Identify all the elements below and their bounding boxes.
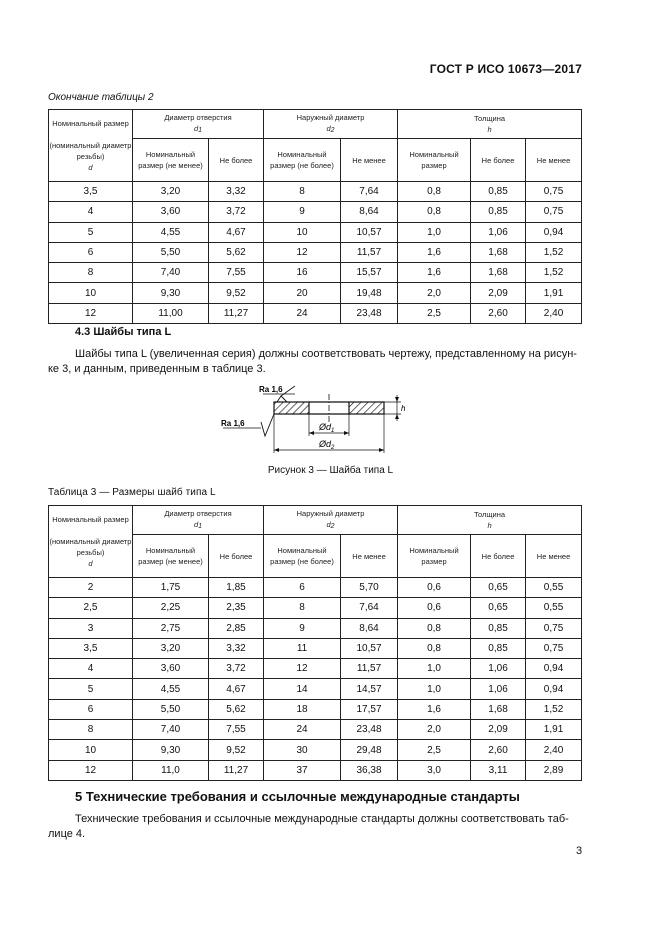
table-row bbox=[49, 679, 582, 699]
table-cell: 8 bbox=[49, 263, 133, 283]
table-cell: 23,48 bbox=[341, 720, 398, 740]
table3-body bbox=[49, 578, 582, 781]
table-cell: 3,5 bbox=[49, 182, 133, 202]
table-cell: 0,75 bbox=[526, 638, 582, 658]
table-cell: 1,06 bbox=[471, 222, 526, 242]
table-cell: 4,67 bbox=[209, 679, 264, 699]
table-cell: 11,27 bbox=[209, 303, 264, 323]
table-cell: 7,40 bbox=[133, 720, 209, 740]
table-cell: 0,94 bbox=[526, 679, 582, 699]
table-cell: 1,6 bbox=[398, 242, 471, 262]
table-cell: 3,32 bbox=[209, 182, 264, 202]
header-nominal-size: Номинальный размер (номинальный диаметр резьбы) d bbox=[49, 110, 133, 182]
table-cell: 2,25 bbox=[133, 598, 209, 618]
table3-caption: Таблица 3 — Размеры шайб типа L bbox=[48, 487, 216, 498]
header-hole-diameter: Диаметр отверстия d1 bbox=[133, 506, 264, 535]
table-row bbox=[49, 182, 582, 202]
table-cell: 17,57 bbox=[341, 699, 398, 719]
header-nominal-max: Номинальный размер (не более) bbox=[264, 139, 341, 182]
table-cell: 3,72 bbox=[209, 659, 264, 679]
section-5-title: 5 Технические требования и ссылочные международные стандарты bbox=[75, 789, 520, 804]
header-nominal: Номинальный размер bbox=[398, 535, 471, 578]
dimension-h-label: h bbox=[401, 404, 406, 413]
table-cell: 3 bbox=[49, 618, 133, 638]
table-cell: 4,55 bbox=[133, 679, 209, 699]
table-cell: 2,0 bbox=[398, 720, 471, 740]
table-cell: 3,60 bbox=[133, 659, 209, 679]
table-cell: 5,50 bbox=[133, 699, 209, 719]
table-cell: 7,55 bbox=[209, 263, 264, 283]
table-cell: 1,52 bbox=[526, 699, 582, 719]
table-cell: 7,40 bbox=[133, 263, 209, 283]
table-row bbox=[49, 659, 582, 679]
roughness-left-label: Ra 1,6 bbox=[221, 419, 245, 428]
table-cell: 11,57 bbox=[341, 659, 398, 679]
dimension-d1-label: $Ød_1$ bbox=[319, 422, 335, 434]
section-4-3-text-line-1: Шайбы типа L (увеличенная серия) должны соответствовать чертежу, представленному на рисун- bbox=[75, 348, 577, 360]
table-cell: 1,0 bbox=[398, 659, 471, 679]
table-cell: 10,57 bbox=[341, 222, 398, 242]
washer-section-left bbox=[274, 402, 309, 414]
table-cell: 12 bbox=[49, 760, 133, 780]
table-row bbox=[49, 263, 582, 283]
table-cell: 2,60 bbox=[471, 740, 526, 760]
table-cell: 37 bbox=[264, 760, 341, 780]
table-cell: 9,30 bbox=[133, 740, 209, 760]
table-cell: 2,0 bbox=[398, 283, 471, 303]
table-cell: 4,55 bbox=[133, 222, 209, 242]
table-cell: 11,27 bbox=[209, 760, 264, 780]
header-thickness: Толщина h bbox=[398, 506, 582, 535]
section-5-text-line-2: лице 4. bbox=[48, 828, 86, 840]
page-number: 3 bbox=[576, 845, 583, 857]
header-not-less: Не менее bbox=[341, 535, 398, 578]
table-cell: 0,75 bbox=[526, 618, 582, 638]
table-cell: 5 bbox=[49, 222, 133, 242]
table-cell: 6 bbox=[264, 578, 341, 598]
table-row bbox=[49, 303, 582, 323]
header-not-less: Не менее bbox=[526, 139, 582, 182]
table-cell: 3,0 bbox=[398, 760, 471, 780]
table-cell: 9,30 bbox=[133, 283, 209, 303]
header-hole-diameter: Диаметр отверстия d1 bbox=[133, 110, 264, 139]
table-cell: 6 bbox=[49, 699, 133, 719]
table-cell: 2,60 bbox=[471, 303, 526, 323]
table-row bbox=[49, 699, 582, 719]
table-cell: 0,65 bbox=[471, 598, 526, 618]
table-row bbox=[49, 618, 582, 638]
header-not-less: Не менее bbox=[341, 139, 398, 182]
table-cell: 4 bbox=[49, 659, 133, 679]
table-cell: 0,75 bbox=[526, 202, 582, 222]
table-cell: 30 bbox=[264, 740, 341, 760]
table-cell: 0,8 bbox=[398, 638, 471, 658]
table-cell: 12 bbox=[264, 242, 341, 262]
table-cell: 1,52 bbox=[526, 242, 582, 262]
table-row bbox=[49, 283, 582, 303]
table2-body bbox=[49, 182, 582, 324]
header-not-more: Не более bbox=[471, 139, 526, 182]
table-cell: 11,57 bbox=[341, 242, 398, 262]
table-cell: 1,75 bbox=[133, 578, 209, 598]
table-cell: 1,06 bbox=[471, 659, 526, 679]
table-cell: 1,6 bbox=[398, 699, 471, 719]
table-cell: 5,50 bbox=[133, 242, 209, 262]
table-cell: 1,0 bbox=[398, 679, 471, 699]
table-cell: 5 bbox=[49, 679, 133, 699]
table-cell: 5,70 bbox=[341, 578, 398, 598]
table-cell: 2,40 bbox=[526, 303, 582, 323]
table2-caption: Окончание таблицы 2 bbox=[48, 92, 154, 103]
table-row bbox=[49, 598, 582, 618]
table-cell: 1,68 bbox=[471, 263, 526, 283]
table-cell: 36,38 bbox=[341, 760, 398, 780]
table-cell: 1,91 bbox=[526, 283, 582, 303]
table-row bbox=[49, 720, 582, 740]
roughness-top-label: Ra 1,6 bbox=[259, 385, 283, 394]
table-cell: 7,55 bbox=[209, 720, 264, 740]
table-row bbox=[49, 638, 582, 658]
table-row bbox=[49, 760, 582, 780]
table-cell: 3,20 bbox=[133, 638, 209, 658]
header-not-more: Не более bbox=[209, 535, 264, 578]
table-3 bbox=[48, 505, 582, 781]
table-cell: 8,64 bbox=[341, 202, 398, 222]
table-cell: 3,11 bbox=[471, 760, 526, 780]
table-cell: 12 bbox=[49, 303, 133, 323]
table-cell: 7,64 bbox=[341, 598, 398, 618]
dimension-d2-label: $Ød_2$ bbox=[319, 439, 335, 451]
table-cell: 3,60 bbox=[133, 202, 209, 222]
section-5-text-line-1: Технические требования и ссылочные международные стандарты должны соответствовать таб- bbox=[75, 813, 569, 825]
table-cell: 7,64 bbox=[341, 182, 398, 202]
table-cell: 2,75 bbox=[133, 618, 209, 638]
table-row bbox=[49, 202, 582, 222]
table-cell: 3,72 bbox=[209, 202, 264, 222]
table-cell: 8 bbox=[49, 720, 133, 740]
table-cell: 0,85 bbox=[471, 638, 526, 658]
table-cell: 5,62 bbox=[209, 699, 264, 719]
table-cell: 2,35 bbox=[209, 598, 264, 618]
table-cell: 8,64 bbox=[341, 618, 398, 638]
header-nominal-max: Номинальный размер (не более) bbox=[264, 535, 341, 578]
table-cell: 2 bbox=[49, 578, 133, 598]
table-cell: 0,8 bbox=[398, 618, 471, 638]
table-cell: 0,94 bbox=[526, 222, 582, 242]
table-2 bbox=[48, 109, 582, 324]
table-cell: 0,8 bbox=[398, 202, 471, 222]
table-cell: 9 bbox=[264, 618, 341, 638]
header-not-less: Не менее bbox=[526, 535, 582, 578]
table-cell: 9 bbox=[264, 202, 341, 222]
table-cell: 14,57 bbox=[341, 679, 398, 699]
table-cell: 18 bbox=[264, 699, 341, 719]
table-cell: 2,89 bbox=[526, 760, 582, 780]
figure3-caption: Рисунок 3 — Шайба типа L bbox=[267, 465, 394, 476]
table-row bbox=[49, 578, 582, 598]
table-cell: 11 bbox=[264, 638, 341, 658]
table-cell: 4,67 bbox=[209, 222, 264, 242]
table-cell: 9,52 bbox=[209, 283, 264, 303]
table-cell: 11,0 bbox=[133, 760, 209, 780]
table-cell: 20 bbox=[264, 283, 341, 303]
document-header: ГОСТ Р ИСО 10673—2017 bbox=[429, 62, 582, 76]
table-cell: 1,91 bbox=[526, 720, 582, 740]
table-cell: 16 bbox=[264, 263, 341, 283]
table-cell: 5,62 bbox=[209, 242, 264, 262]
table-cell: 1,68 bbox=[471, 242, 526, 262]
table-cell: 0,55 bbox=[526, 598, 582, 618]
header-nominal-size: Номинальный размер (номинальный диаметр резьбы) d bbox=[49, 506, 133, 578]
washer-drawing bbox=[215, 378, 420, 460]
header-nominal-min: Номинальный размер (не менее) bbox=[133, 535, 209, 578]
header-outer-diameter: Наружный диаметр d2 bbox=[264, 506, 398, 535]
header-outer-diameter: Наружный диаметр d2 bbox=[264, 110, 398, 139]
table-row bbox=[49, 222, 582, 242]
section-4-3-text-line-2: ке 3, и данным, приведенным в таблице 3. bbox=[48, 363, 266, 375]
table-cell: 2,5 bbox=[49, 598, 133, 618]
washer-section-right bbox=[349, 402, 384, 414]
table-cell: 9,52 bbox=[209, 740, 264, 760]
table-cell: 1,68 bbox=[471, 699, 526, 719]
table-cell: 23,48 bbox=[341, 303, 398, 323]
table-cell: 10,57 bbox=[341, 638, 398, 658]
header-not-more: Не более bbox=[209, 139, 264, 182]
table-cell: 14 bbox=[264, 679, 341, 699]
table-cell: 6 bbox=[49, 242, 133, 262]
table-cell: 0,8 bbox=[398, 182, 471, 202]
header-nominal: Номинальный размер bbox=[398, 139, 471, 182]
table-row bbox=[49, 242, 582, 262]
table-cell: 0,85 bbox=[471, 618, 526, 638]
header-nominal-min: Номинальный размер (не менее) bbox=[133, 139, 209, 182]
table-cell: 8 bbox=[264, 598, 341, 618]
table-cell: 0,85 bbox=[471, 202, 526, 222]
table-cell: 15,57 bbox=[341, 263, 398, 283]
section-4-3-title: 4.3 Шайбы типа L bbox=[75, 326, 172, 338]
table-cell: 12 bbox=[264, 659, 341, 679]
table-cell: 1,06 bbox=[471, 679, 526, 699]
table-cell: 10 bbox=[49, 283, 133, 303]
header-thickness: Толщина h bbox=[398, 110, 582, 139]
table-row bbox=[49, 740, 582, 760]
table-cell: 2,85 bbox=[209, 618, 264, 638]
table-cell: 1,52 bbox=[526, 263, 582, 283]
table-cell: 0,55 bbox=[526, 578, 582, 598]
table-cell: 1,85 bbox=[209, 578, 264, 598]
table-cell: 3,32 bbox=[209, 638, 264, 658]
table-cell: 2,5 bbox=[398, 303, 471, 323]
table-cell: 0,94 bbox=[526, 659, 582, 679]
table-cell: 24 bbox=[264, 303, 341, 323]
table-cell: 11,00 bbox=[133, 303, 209, 323]
table-cell: 0,75 bbox=[526, 182, 582, 202]
table-cell: 19,48 bbox=[341, 283, 398, 303]
table-cell: 8 bbox=[264, 182, 341, 202]
table-cell: 0,6 bbox=[398, 598, 471, 618]
table-cell: 4 bbox=[49, 202, 133, 222]
table-cell: 1,6 bbox=[398, 263, 471, 283]
table-cell: 2,5 bbox=[398, 740, 471, 760]
table-cell: 0,85 bbox=[471, 182, 526, 202]
table-cell: 24 bbox=[264, 720, 341, 740]
table-cell: 10 bbox=[49, 740, 133, 760]
table-cell: 3,5 bbox=[49, 638, 133, 658]
table-cell: 0,65 bbox=[471, 578, 526, 598]
table-cell: 1,0 bbox=[398, 222, 471, 242]
table-cell: 10 bbox=[264, 222, 341, 242]
header-not-more: Не более bbox=[471, 535, 526, 578]
table-cell: 2,09 bbox=[471, 720, 526, 740]
table-cell: 29,48 bbox=[341, 740, 398, 760]
table-cell: 2,40 bbox=[526, 740, 582, 760]
table-cell: 0,6 bbox=[398, 578, 471, 598]
table-cell: 2,09 bbox=[471, 283, 526, 303]
table-cell: 3,20 bbox=[133, 182, 209, 202]
